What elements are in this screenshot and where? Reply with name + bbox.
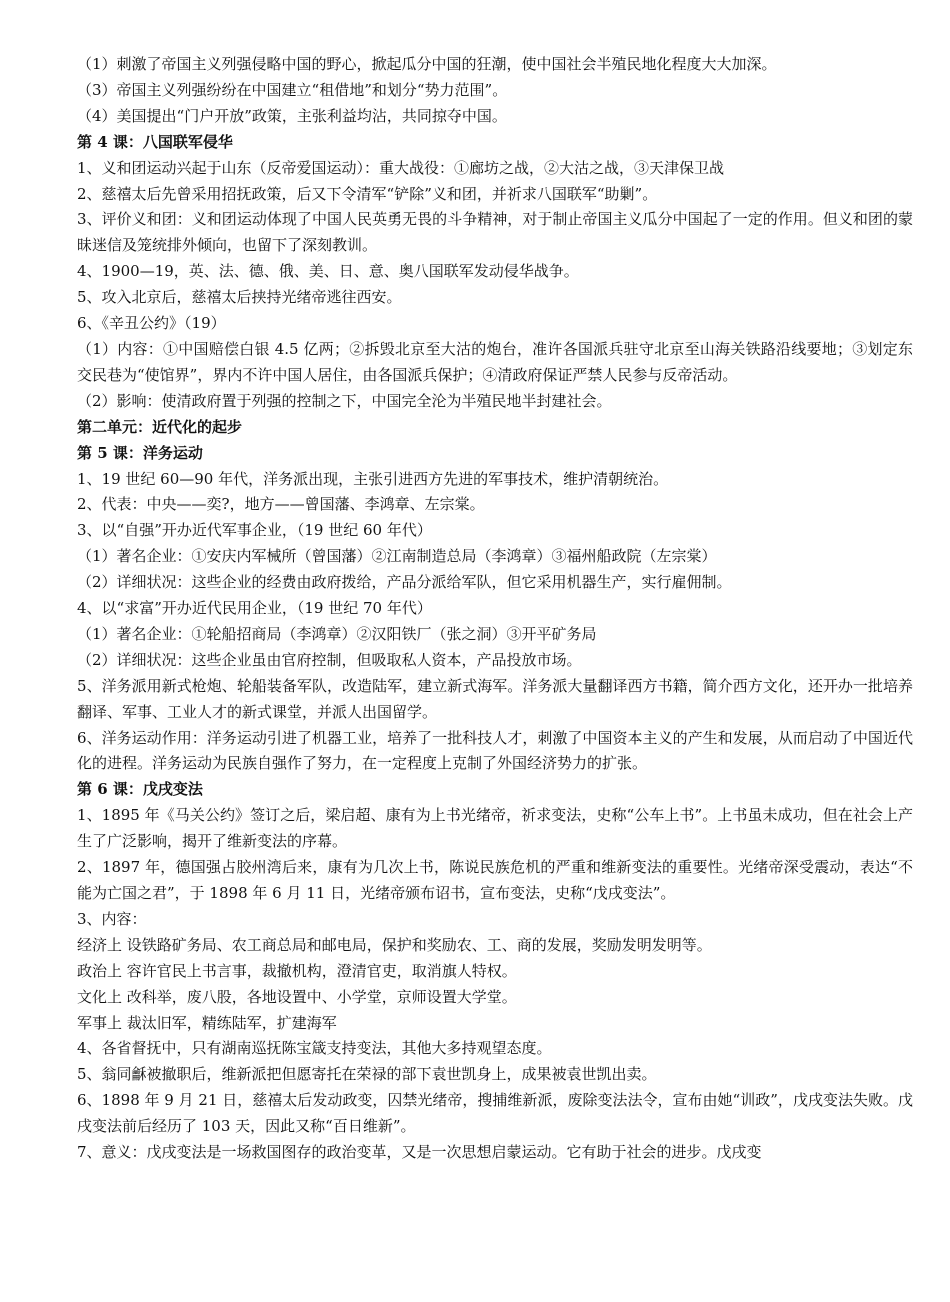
paragraph-line: 4、以“求富”开办近代民用企业，（19 世纪 70 年代）: [77, 599, 432, 618]
paragraph-line: 2、代表：中央——奕?，地方——曾国藩、李鸿章、左宗棠。: [77, 495, 485, 514]
section-heading: 第 4 课：八国联军侵华: [77, 132, 233, 151]
paragraph-line: （4）美国提出“门户开放”政策，主张利益均沾，共同掠夺中国。: [77, 106, 507, 125]
paragraph-line: 5、攻入北京后，慈禧太后挟持光绪帝逃往西安。: [77, 288, 402, 307]
paragraph-line: 1、19 世纪 60—90 年代，洋务派出现，主张引进西方先进的军事技术，维护清朝统治。: [77, 469, 669, 488]
paragraph-line: （2）影响：使清政府置于列强的控制之下，中国完全沦为半殖民地半封建社会。: [77, 391, 612, 410]
paragraph-line: （1）内容：①中国赔偿白银 4.5 亿两；②拆毁北京至大沽的炮台，准许各国派兵驻守北京至山海关铁路沿线要地；③划定东交民巷为“使馆界”，界内不许中国人居住，由各国派兵保护；④清政府保证严禁人民参与反帝活动。: [77, 339, 913, 384]
paragraph-line: 5、翁同龢被撤职后，维新派把但愿寄托在荣禄的部下袁世凯身上，成果被袁世凯出卖。: [77, 1065, 657, 1084]
paragraph-line: 3、内容：: [77, 909, 147, 928]
section-heading: 第 5 课：洋务运动: [77, 443, 203, 462]
paragraph-line: 政治上 容许官民上书言事，裁撤机构，澄清官吏，取消旗人特权。: [77, 961, 517, 980]
paragraph-line: （3）帝国主义列强纷纷在中国建立“租借地”和划分“势力范围”。: [77, 80, 508, 99]
paragraph-line: 6、洋务运动作用：洋务运动引进了机器工业，培养了一批科技人才，刺激了中国资本主义的产生和发展，从而启动了中国近代化的进程。洋务运动为民族自强作了努力，在一定程度上克制了外国经济势力的扩张。: [77, 728, 913, 773]
paragraph-line: （1）著名企业：①安庆内军械所（曾国藩）②江南制造总局（李鸿章）③福州船政院（左宗棠）: [77, 547, 717, 566]
paragraph-line: 2、慈禧太后先曾采用招抚政策，后又下令清军“铲除”义和团，并祈求八国联军“助剿”。: [77, 184, 658, 203]
paragraph-line: 经济上 设铁路矿务局、农工商总局和邮电局，保护和奖励农、工、商的发展，奖励发明发明等。: [77, 935, 712, 954]
paragraph-line: （1）刺激了帝国主义列强侵略中国的野心，掀起瓜分中国的狂潮，使中国社会半殖民地化程度大大加深。: [77, 55, 777, 73]
paragraph-line: 2、1897 年，德国强占胶州湾后来，康有为几次上书，陈说民族危机的严重和维新变法的重要性。光绪帝深受震动，表达“不能为亡国之君”，于 1898 年 6 月 11 日，光绪帝颁布诏书，宣布变法，史称“戊戌变法”。: [77, 858, 913, 902]
paragraph-line: （2）详细状况：这些企业的经费由政府拨给，产品分派给军队，但它采用机器生产，实行雇佣制。: [77, 573, 732, 592]
paragraph-line: 6、《辛丑公约》（19）: [77, 314, 226, 333]
paragraph-line: 3、评价义和团：义和团运动体现了中国人民英勇无畏的斗争精神，对于制止帝国主义瓜分中国起了一定的作用。但义和团的蒙昧迷信及笼统排外倾向，也留下了深刻教训。: [77, 210, 913, 255]
paragraph-line: 1、1895 年《马关公约》签订之后，梁启超、康有为上书光绪帝，祈求变法，史称“公车上书”。上书虽未成功，但在社会上产生了广泛影响，揭开了维新变法的序幕。: [77, 806, 913, 851]
paragraph-line: 军事上 裁汰旧军，精练陆军，扩建海军: [77, 1013, 337, 1032]
paragraph-line: 4、各省督抚中，只有湖南巡抚陈宝箴支持变法，其他大多持观望态度。: [77, 1039, 552, 1058]
paragraph-line: 6、1898 年 9 月 21 日，慈禧太后发动政变，囚禁光绪帝，搜捕维新派，废除变法法令，宣布由她“训政”，戊戌变法失败。戊戌变法前后经历了 103 天，因此又称“百日维新”。: [77, 1091, 913, 1136]
paragraph-line: 文化上 改科举，废八股，各地设置中、小学堂，京师设置大学堂。: [77, 987, 517, 1006]
section-heading: 第二单元：近代化的起步: [77, 417, 243, 436]
document-page: [77, 52, 913, 1166]
paragraph-line: （2）详细状况：这些企业虽由官府控制，但吸取私人资本，产品投放市场。: [77, 650, 582, 669]
paragraph-line: 7、意义：戊戌变法是一场救国图存的政治变革，又是一次思想启蒙运动。它有助于社会的进步。戊戌变: [77, 1143, 762, 1162]
paragraph-line: （1）著名企业：①轮船招商局（李鸿章）②汉阳铁厂（张之洞）③开平矿务局: [77, 624, 597, 643]
paragraph-line: 1、义和团运动兴起于山东（反帝爱国运动）：重大战役：①廊坊之战，②大沽之战，③天津保卫战: [77, 158, 725, 177]
paragraph-line: 3、以“自强”开办近代军事企业，（19 世纪 60 年代）: [77, 521, 432, 540]
section-heading: 第 6 课：戊戌变法: [77, 780, 203, 799]
paragraph-line: 5、洋务派用新式枪炮、轮船装备军队，改造陆军，建立新式海军。洋务派大量翻译西方书籍，简介西方文化，还开办一批培养翻译、军事、工业人才的新式课堂，并派人出国留学。: [77, 676, 913, 721]
paragraph-line: 4、1900—19，英、法、德、俄、美、日、意、奥八国联军发动侵华战争。: [77, 262, 579, 281]
